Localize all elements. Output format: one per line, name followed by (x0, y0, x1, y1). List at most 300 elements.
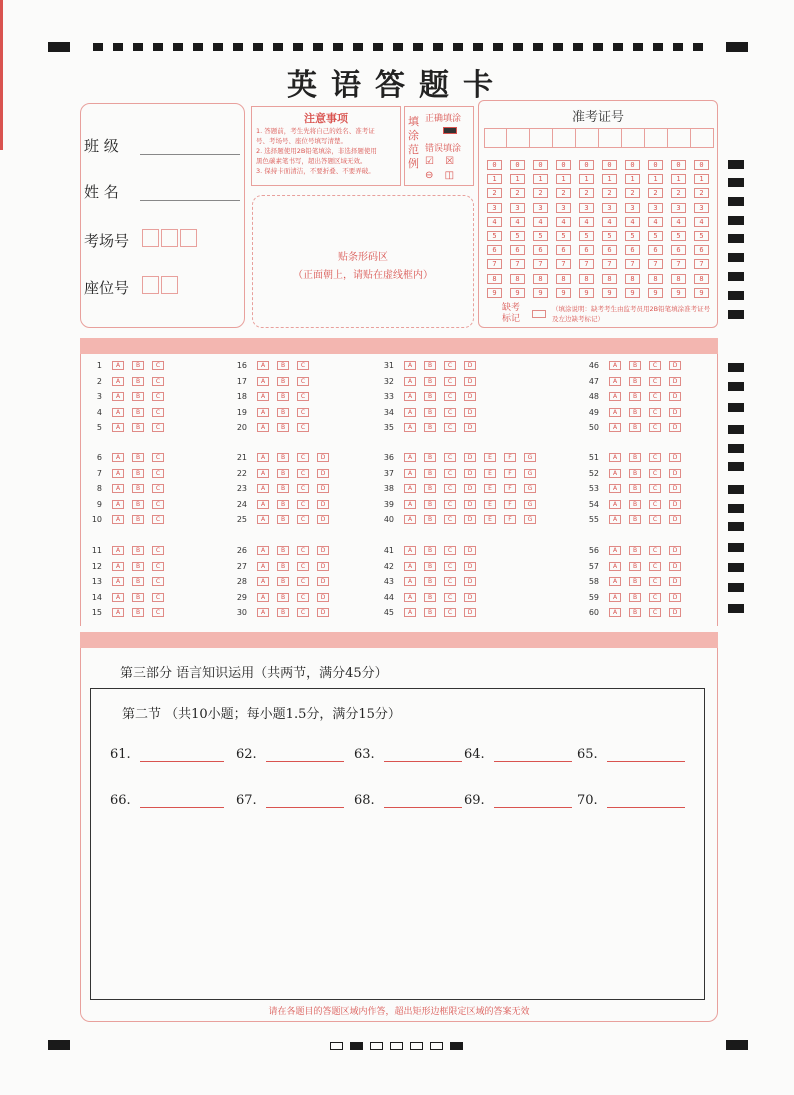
option-bubble-c[interactable]: C (649, 562, 661, 571)
admission-digit-bubble[interactable]: 7 (533, 259, 548, 269)
admission-digit-bubble[interactable]: 7 (510, 259, 525, 269)
option-bubble-c[interactable]: C (649, 577, 661, 586)
option-bubble-b[interactable]: B (132, 546, 144, 555)
option-bubble-d[interactable]: D (464, 515, 476, 524)
admission-digit-bubble[interactable]: 4 (556, 217, 571, 227)
admission-digit-bubble[interactable]: 3 (671, 203, 686, 213)
admission-digit-bubble[interactable]: 9 (648, 288, 663, 298)
option-bubble-b[interactable]: B (132, 392, 144, 401)
option-bubble-c[interactable]: C (152, 562, 164, 571)
option-bubble-c[interactable]: C (297, 453, 309, 462)
option-bubble-c[interactable]: C (297, 392, 309, 401)
admission-digit-bubble[interactable]: 1 (533, 174, 548, 184)
admission-digit-bubble[interactable]: 7 (579, 259, 594, 269)
option-bubble-g[interactable]: G (524, 484, 536, 493)
admission-digit-bubble[interactable]: 3 (602, 203, 617, 213)
option-bubble-b[interactable]: B (629, 453, 641, 462)
option-bubble-a[interactable]: A (404, 562, 416, 571)
option-bubble-a[interactable]: A (112, 500, 124, 509)
option-bubble-d[interactable]: D (317, 515, 329, 524)
option-bubble-b[interactable]: B (132, 361, 144, 370)
option-bubble-c[interactable]: C (649, 392, 661, 401)
option-bubble-e[interactable]: E (484, 469, 496, 478)
admission-digit-bubble[interactable]: 5 (602, 231, 617, 241)
blank-answer-line[interactable] (140, 807, 224, 808)
admission-digit-bubble[interactable]: 9 (510, 288, 525, 298)
admission-write-box[interactable] (668, 128, 691, 148)
option-bubble-a[interactable]: A (404, 593, 416, 602)
admission-digit-bubble[interactable]: 0 (533, 160, 548, 170)
admission-digit-bubble[interactable]: 2 (648, 188, 663, 198)
option-bubble-a[interactable]: A (404, 408, 416, 417)
absent-checkbox[interactable] (532, 310, 546, 318)
option-bubble-d[interactable]: D (464, 361, 476, 370)
admission-digit-bubble[interactable]: 9 (487, 288, 502, 298)
admission-digit-bubble[interactable]: 7 (625, 259, 640, 269)
admission-digit-bubble[interactable]: 8 (694, 274, 709, 284)
option-bubble-d[interactable]: D (464, 469, 476, 478)
option-bubble-b[interactable]: B (629, 500, 641, 509)
option-bubble-d[interactable]: D (317, 469, 329, 478)
option-bubble-c[interactable]: C (444, 453, 456, 462)
option-bubble-a[interactable]: A (609, 515, 621, 524)
option-bubble-c[interactable]: C (649, 408, 661, 417)
option-bubble-c[interactable]: C (297, 515, 309, 524)
option-bubble-a[interactable]: A (257, 484, 269, 493)
option-bubble-b[interactable]: B (132, 377, 144, 386)
option-bubble-c[interactable]: C (297, 469, 309, 478)
admission-digit-bubble[interactable]: 8 (487, 274, 502, 284)
option-bubble-a[interactable]: A (609, 453, 621, 462)
admission-digit-bubble[interactable]: 6 (579, 245, 594, 255)
admission-digit-bubble[interactable]: 0 (579, 160, 594, 170)
option-bubble-c[interactable]: C (152, 361, 164, 370)
admission-digit-bubble[interactable]: 9 (533, 288, 548, 298)
admission-digit-bubble[interactable]: 9 (556, 288, 571, 298)
option-bubble-f[interactable]: F (504, 500, 516, 509)
admission-write-box[interactable] (553, 128, 576, 148)
admission-digit-bubble[interactable]: 0 (602, 160, 617, 170)
option-bubble-a[interactable]: A (257, 500, 269, 509)
option-bubble-f[interactable]: F (504, 453, 516, 462)
option-bubble-a[interactable]: A (257, 593, 269, 602)
option-bubble-d[interactable]: D (669, 608, 681, 617)
name-field[interactable] (140, 200, 240, 201)
option-bubble-a[interactable]: A (609, 469, 621, 478)
option-bubble-c[interactable]: C (444, 546, 456, 555)
option-bubble-a[interactable]: A (257, 546, 269, 555)
admission-digit-bubble[interactable]: 6 (625, 245, 640, 255)
admission-digit-bubble[interactable]: 1 (671, 174, 686, 184)
option-bubble-d[interactable]: D (669, 392, 681, 401)
admission-digit-bubble[interactable]: 6 (556, 245, 571, 255)
option-bubble-c[interactable]: C (152, 484, 164, 493)
option-bubble-d[interactable]: D (669, 546, 681, 555)
option-bubble-b[interactable]: B (629, 408, 641, 417)
option-bubble-d[interactable]: D (464, 423, 476, 432)
admission-digit-bubble[interactable]: 2 (602, 188, 617, 198)
option-bubble-f[interactable]: F (504, 469, 516, 478)
admission-digit-bubble[interactable]: 8 (533, 274, 548, 284)
blank-answer-line[interactable] (494, 761, 572, 762)
admission-digit-bubble[interactable]: 4 (694, 217, 709, 227)
option-bubble-a[interactable]: A (257, 577, 269, 586)
option-bubble-b[interactable]: B (629, 577, 641, 586)
option-bubble-a[interactable]: A (404, 423, 416, 432)
option-bubble-d[interactable]: D (317, 546, 329, 555)
admission-digit-bubble[interactable]: 0 (487, 160, 502, 170)
admission-digit-bubble[interactable]: 2 (625, 188, 640, 198)
admission-digit-bubble[interactable]: 1 (694, 174, 709, 184)
option-bubble-b[interactable]: B (424, 593, 436, 602)
option-bubble-c[interactable]: C (649, 593, 661, 602)
option-bubble-c[interactable]: C (152, 453, 164, 462)
option-bubble-d[interactable]: D (669, 377, 681, 386)
admission-digit-bubble[interactable]: 7 (556, 259, 571, 269)
option-bubble-b[interactable]: B (424, 453, 436, 462)
admission-digit-bubble[interactable]: 8 (602, 274, 617, 284)
option-bubble-d[interactable]: D (464, 392, 476, 401)
option-bubble-d[interactable]: D (669, 469, 681, 478)
option-bubble-a[interactable]: A (404, 469, 416, 478)
option-bubble-b[interactable]: B (277, 546, 289, 555)
option-bubble-d[interactable]: D (317, 608, 329, 617)
option-bubble-a[interactable]: A (404, 515, 416, 524)
option-bubble-a[interactable]: A (609, 500, 621, 509)
option-bubble-d[interactable]: D (464, 546, 476, 555)
option-bubble-b[interactable]: B (277, 377, 289, 386)
admission-digit-bubble[interactable]: 9 (625, 288, 640, 298)
option-bubble-c[interactable]: C (649, 469, 661, 478)
admission-digit-bubble[interactable]: 5 (579, 231, 594, 241)
admission-digit-bubble[interactable]: 4 (533, 217, 548, 227)
option-bubble-a[interactable]: A (609, 577, 621, 586)
option-bubble-d[interactable]: D (317, 453, 329, 462)
admission-digit-bubble[interactable]: 1 (625, 174, 640, 184)
option-bubble-a[interactable]: A (112, 361, 124, 370)
option-bubble-d[interactable]: D (317, 593, 329, 602)
blank-answer-line[interactable] (266, 761, 344, 762)
option-bubble-b[interactable]: B (424, 408, 436, 417)
option-bubble-c[interactable]: C (444, 469, 456, 478)
option-bubble-b[interactable]: B (629, 423, 641, 432)
admission-digit-bubble[interactable]: 7 (694, 259, 709, 269)
admission-digit-bubble[interactable]: 5 (510, 231, 525, 241)
option-bubble-c[interactable]: C (152, 377, 164, 386)
option-bubble-e[interactable]: E (484, 515, 496, 524)
admission-digit-bubble[interactable]: 6 (533, 245, 548, 255)
option-bubble-c[interactable]: C (297, 577, 309, 586)
option-bubble-a[interactable]: A (609, 392, 621, 401)
admission-digit-bubble[interactable]: 2 (487, 188, 502, 198)
option-bubble-b[interactable]: B (277, 361, 289, 370)
option-bubble-b[interactable]: B (132, 593, 144, 602)
option-bubble-d[interactable]: D (317, 562, 329, 571)
option-bubble-a[interactable]: A (404, 484, 416, 493)
option-bubble-a[interactable]: A (257, 408, 269, 417)
admission-digit-bubble[interactable]: 5 (671, 231, 686, 241)
option-bubble-a[interactable]: A (257, 423, 269, 432)
admission-digit-bubble[interactable]: 4 (579, 217, 594, 227)
option-bubble-b[interactable]: B (424, 392, 436, 401)
option-bubble-a[interactable]: A (257, 377, 269, 386)
option-bubble-c[interactable]: C (152, 515, 164, 524)
option-bubble-a[interactable]: A (404, 377, 416, 386)
option-bubble-a[interactable]: A (112, 484, 124, 493)
admission-digit-bubble[interactable]: 3 (625, 203, 640, 213)
admission-digit-bubble[interactable]: 2 (556, 188, 571, 198)
option-bubble-a[interactable]: A (112, 408, 124, 417)
option-bubble-c[interactable]: C (649, 515, 661, 524)
option-bubble-c[interactable]: C (444, 377, 456, 386)
option-bubble-a[interactable]: A (404, 500, 416, 509)
option-bubble-a[interactable]: A (404, 453, 416, 462)
option-bubble-b[interactable]: B (424, 546, 436, 555)
admission-digit-bubble[interactable]: 4 (648, 217, 663, 227)
option-bubble-b[interactable]: B (132, 408, 144, 417)
option-bubble-b[interactable]: B (132, 453, 144, 462)
option-bubble-d[interactable]: D (669, 562, 681, 571)
admission-digit-bubble[interactable]: 4 (671, 217, 686, 227)
admission-digit-bubble[interactable]: 6 (694, 245, 709, 255)
option-bubble-b[interactable]: B (629, 484, 641, 493)
option-bubble-e[interactable]: E (484, 500, 496, 509)
option-bubble-b[interactable]: B (277, 423, 289, 432)
option-bubble-c[interactable]: C (649, 500, 661, 509)
option-bubble-a[interactable]: A (404, 577, 416, 586)
option-bubble-g[interactable]: G (524, 515, 536, 524)
option-bubble-d[interactable]: D (464, 500, 476, 509)
class-field[interactable] (140, 154, 240, 155)
admission-write-box[interactable] (576, 128, 599, 148)
option-bubble-c[interactable]: C (297, 546, 309, 555)
option-bubble-a[interactable]: A (609, 423, 621, 432)
option-bubble-c[interactable]: C (444, 423, 456, 432)
admission-digit-bubble[interactable]: 2 (533, 188, 548, 198)
option-bubble-c[interactable]: C (152, 392, 164, 401)
option-bubble-b[interactable]: B (629, 377, 641, 386)
admission-digit-bubble[interactable]: 3 (648, 203, 663, 213)
option-bubble-c[interactable]: C (297, 408, 309, 417)
admission-digit-bubble[interactable]: 4 (602, 217, 617, 227)
option-bubble-e[interactable]: E (484, 453, 496, 462)
admission-digit-bubble[interactable]: 0 (671, 160, 686, 170)
option-bubble-b[interactable]: B (277, 608, 289, 617)
option-bubble-b[interactable]: B (132, 515, 144, 524)
option-bubble-b[interactable]: B (277, 469, 289, 478)
option-bubble-a[interactable]: A (112, 562, 124, 571)
option-bubble-a[interactable]: A (404, 608, 416, 617)
admission-digit-bubble[interactable]: 6 (648, 245, 663, 255)
option-bubble-c[interactable]: C (444, 515, 456, 524)
admission-digit-bubble[interactable]: 6 (487, 245, 502, 255)
option-bubble-b[interactable]: B (424, 484, 436, 493)
option-bubble-b[interactable]: B (277, 408, 289, 417)
seat-boxes[interactable] (142, 276, 180, 298)
option-bubble-b[interactable]: B (629, 546, 641, 555)
option-bubble-c[interactable]: C (444, 392, 456, 401)
option-bubble-b[interactable]: B (277, 577, 289, 586)
option-bubble-b[interactable]: B (277, 392, 289, 401)
option-bubble-b[interactable]: B (424, 608, 436, 617)
option-bubble-c[interactable]: C (649, 423, 661, 432)
option-bubble-a[interactable]: A (112, 577, 124, 586)
admission-digit-bubble[interactable]: 1 (510, 174, 525, 184)
admission-write-box[interactable] (599, 128, 622, 148)
option-bubble-e[interactable]: E (484, 484, 496, 493)
blank-answer-line[interactable] (266, 807, 344, 808)
option-bubble-b[interactable]: B (424, 361, 436, 370)
blank-answer-line[interactable] (494, 807, 572, 808)
admission-digit-bubble[interactable]: 8 (510, 274, 525, 284)
admission-digit-bubble[interactable]: 1 (648, 174, 663, 184)
option-bubble-b[interactable]: B (132, 469, 144, 478)
option-bubble-b[interactable]: B (629, 392, 641, 401)
admission-write-boxes[interactable] (484, 128, 714, 148)
option-bubble-b[interactable]: B (424, 469, 436, 478)
option-bubble-a[interactable]: A (112, 515, 124, 524)
option-bubble-a[interactable]: A (112, 608, 124, 617)
admission-write-box[interactable] (507, 128, 530, 148)
option-bubble-d[interactable]: D (669, 593, 681, 602)
option-bubble-a[interactable]: A (257, 453, 269, 462)
admission-digit-bubble[interactable]: 1 (487, 174, 502, 184)
admission-digit-bubble[interactable]: 3 (579, 203, 594, 213)
admission-digit-bubble[interactable]: 4 (625, 217, 640, 227)
option-bubble-b[interactable]: B (629, 469, 641, 478)
option-bubble-d[interactable]: D (317, 577, 329, 586)
option-bubble-a[interactable]: A (112, 546, 124, 555)
option-bubble-b[interactable]: B (629, 515, 641, 524)
admission-write-box[interactable] (645, 128, 668, 148)
option-bubble-a[interactable]: A (609, 408, 621, 417)
admission-digit-bubble[interactable]: 5 (694, 231, 709, 241)
admission-digit-bubble[interactable]: 8 (556, 274, 571, 284)
option-bubble-f[interactable]: F (504, 515, 516, 524)
option-bubble-c[interactable]: C (444, 577, 456, 586)
option-bubble-c[interactable]: C (152, 546, 164, 555)
option-bubble-b[interactable]: B (132, 608, 144, 617)
option-bubble-d[interactable]: D (669, 453, 681, 462)
admission-digit-bubble[interactable]: 2 (671, 188, 686, 198)
option-bubble-a[interactable]: A (112, 453, 124, 462)
option-bubble-a[interactable]: A (112, 593, 124, 602)
option-bubble-b[interactable]: B (277, 453, 289, 462)
option-bubble-a[interactable]: A (257, 469, 269, 478)
option-bubble-b[interactable]: B (424, 423, 436, 432)
admission-digit-bubble[interactable]: 8 (625, 274, 640, 284)
option-bubble-c[interactable]: C (444, 408, 456, 417)
admission-digit-bubble[interactable]: 0 (625, 160, 640, 170)
option-bubble-a[interactable]: A (404, 392, 416, 401)
option-bubble-d[interactable]: D (669, 423, 681, 432)
admission-digit-bubble[interactable]: 1 (602, 174, 617, 184)
option-bubble-a[interactable]: A (257, 515, 269, 524)
admission-digit-bubble[interactable]: 0 (648, 160, 663, 170)
admission-digit-bubble[interactable]: 8 (579, 274, 594, 284)
option-bubble-d[interactable]: D (317, 500, 329, 509)
option-bubble-b[interactable]: B (132, 484, 144, 493)
option-bubble-c[interactable]: C (297, 377, 309, 386)
option-bubble-c[interactable]: C (444, 593, 456, 602)
option-bubble-c[interactable]: C (444, 361, 456, 370)
admission-digit-bubble[interactable]: 5 (625, 231, 640, 241)
admission-digit-bubble[interactable]: 7 (602, 259, 617, 269)
option-bubble-d[interactable]: D (464, 577, 476, 586)
blank-answer-line[interactable] (384, 761, 462, 762)
option-bubble-c[interactable]: C (297, 562, 309, 571)
option-bubble-c[interactable]: C (649, 608, 661, 617)
option-bubble-b[interactable]: B (629, 608, 641, 617)
option-bubble-g[interactable]: G (524, 500, 536, 509)
option-bubble-c[interactable]: C (444, 562, 456, 571)
option-bubble-b[interactable]: B (277, 593, 289, 602)
admission-digit-bubble[interactable]: 3 (694, 203, 709, 213)
option-bubble-c[interactable]: C (444, 608, 456, 617)
option-bubble-a[interactable]: A (609, 361, 621, 370)
option-bubble-g[interactable]: G (524, 453, 536, 462)
option-bubble-c[interactable]: C (297, 608, 309, 617)
admission-digit-bubble[interactable]: 5 (648, 231, 663, 241)
option-bubble-c[interactable]: C (152, 593, 164, 602)
option-bubble-c[interactable]: C (152, 469, 164, 478)
option-bubble-a[interactable]: A (257, 361, 269, 370)
option-bubble-a[interactable]: A (112, 423, 124, 432)
admission-digit-bubble[interactable]: 5 (556, 231, 571, 241)
option-bubble-b[interactable]: B (424, 377, 436, 386)
option-bubble-d[interactable]: D (464, 608, 476, 617)
admission-digit-bubble[interactable]: 7 (671, 259, 686, 269)
option-bubble-c[interactable]: C (649, 484, 661, 493)
option-bubble-c[interactable]: C (297, 484, 309, 493)
admission-digit-bubble[interactable]: 2 (694, 188, 709, 198)
admission-digit-bubble[interactable]: 0 (694, 160, 709, 170)
admission-digit-bubble[interactable]: 9 (694, 288, 709, 298)
admission-digit-bubble[interactable]: 2 (510, 188, 525, 198)
option-bubble-a[interactable]: A (257, 392, 269, 401)
admission-write-box[interactable] (484, 128, 507, 148)
option-bubble-d[interactable]: D (464, 377, 476, 386)
option-bubble-c[interactable]: C (297, 593, 309, 602)
option-bubble-d[interactable]: D (669, 500, 681, 509)
option-bubble-d[interactable]: D (464, 484, 476, 493)
admission-digit-bubble[interactable]: 3 (556, 203, 571, 213)
option-bubble-b[interactable]: B (277, 515, 289, 524)
option-bubble-d[interactable]: D (669, 515, 681, 524)
admission-digit-bubble[interactable]: 5 (533, 231, 548, 241)
option-bubble-a[interactable]: A (609, 377, 621, 386)
admission-digit-bubble[interactable]: 5 (487, 231, 502, 241)
option-bubble-a[interactable]: A (404, 546, 416, 555)
option-bubble-a[interactable]: A (257, 562, 269, 571)
option-bubble-b[interactable]: B (629, 562, 641, 571)
admission-digit-bubble[interactable]: 3 (533, 203, 548, 213)
option-bubble-d[interactable]: D (669, 577, 681, 586)
option-bubble-d[interactable]: D (669, 408, 681, 417)
option-bubble-d[interactable]: D (669, 361, 681, 370)
blank-answer-line[interactable] (140, 761, 224, 762)
option-bubble-c[interactable]: C (649, 453, 661, 462)
admission-digit-bubble[interactable]: 7 (487, 259, 502, 269)
admission-digit-bubble[interactable]: 0 (510, 160, 525, 170)
option-bubble-b[interactable]: B (424, 515, 436, 524)
admission-write-box[interactable] (530, 128, 553, 148)
option-bubble-a[interactable]: A (112, 469, 124, 478)
admission-digit-bubble[interactable]: 8 (648, 274, 663, 284)
admission-write-box[interactable] (622, 128, 645, 148)
option-bubble-a[interactable]: A (257, 608, 269, 617)
option-bubble-a[interactable]: A (609, 593, 621, 602)
